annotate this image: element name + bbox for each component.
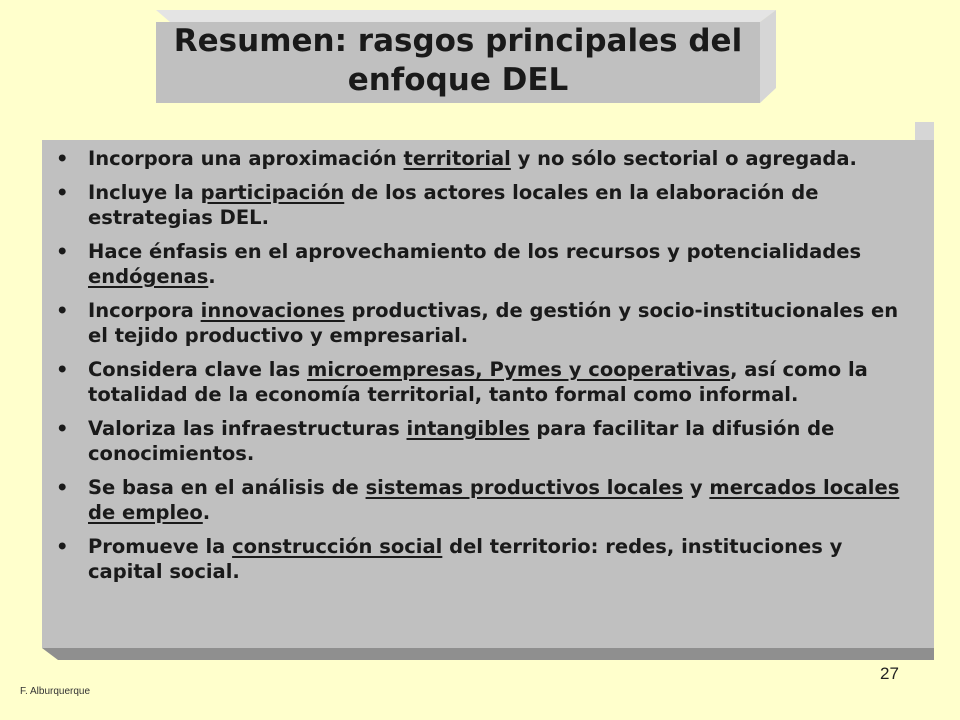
bullet-text: y: [683, 476, 710, 499]
bullet-text: .: [202, 501, 211, 524]
bullet-text: productivas, de gestión y socio-institucionales en el tejido productivo y empresarial.: [88, 299, 899, 347]
bullet-text: de los actores locales en la elaboración de estrategias DEL.: [88, 181, 819, 229]
list-item: [54, 357, 904, 407]
underlined-term: microempresas, Pymes y cooperativas: [307, 358, 731, 381]
underlined-term: endógenas: [88, 265, 209, 288]
underlined-term: sistemas productivos locales: [365, 476, 684, 499]
content-box-bottom-bevel: [42, 648, 934, 660]
page-title-line1: Resumen: rasgos principales del: [173, 23, 743, 59]
bullet-text: para facilitar la difusión de conocimientos.: [88, 417, 835, 465]
underlined-term: territorial: [403, 147, 511, 170]
page-title-line2: enfoque DEL: [347, 62, 569, 98]
list-item: [54, 475, 904, 525]
underlined-term: participación: [200, 181, 345, 204]
bullet-text: Incorpora: [88, 299, 201, 322]
list-item: [54, 146, 904, 171]
bullet-text: Se basa en el análisis de: [88, 476, 366, 499]
list-item: [54, 180, 904, 230]
bullet-text: Incluye la: [88, 181, 201, 204]
bullet-text: Incorpora una aproximación: [88, 147, 404, 170]
bullet-text: , así como la totalidad de la economía territorial, tanto formal como informal.: [88, 358, 868, 406]
author-credit: F. Alburquerque: [20, 686, 91, 697]
bullet-text: del territorio: redes, instituciones y capital social.: [88, 535, 843, 583]
underlined-term: innovaciones: [200, 299, 345, 322]
bullet-text: .: [208, 265, 216, 288]
list-item: [54, 239, 904, 289]
bullet-text: Promueve la: [88, 535, 233, 558]
underlined-term: mercados locales de empleo: [88, 476, 900, 524]
list-item: [54, 298, 904, 348]
page-number: 27: [880, 664, 899, 683]
bullet-text: Considera clave las: [88, 358, 307, 381]
feature-list: [54, 146, 904, 593]
bullet-text: y no sólo sectorial o agregada.: [510, 147, 857, 170]
list-item: [54, 416, 904, 466]
underlined-term: intangibles: [406, 417, 530, 440]
bullet-text: Valoriza las infraestructuras: [88, 417, 407, 440]
content-box-top-right-bevel: [915, 122, 934, 140]
underlined-term: construcción social: [232, 535, 443, 558]
bullet-text: Hace énfasis en el aprovechamiento de los recursos y potencialidades: [88, 240, 862, 263]
list-item: [54, 534, 904, 584]
